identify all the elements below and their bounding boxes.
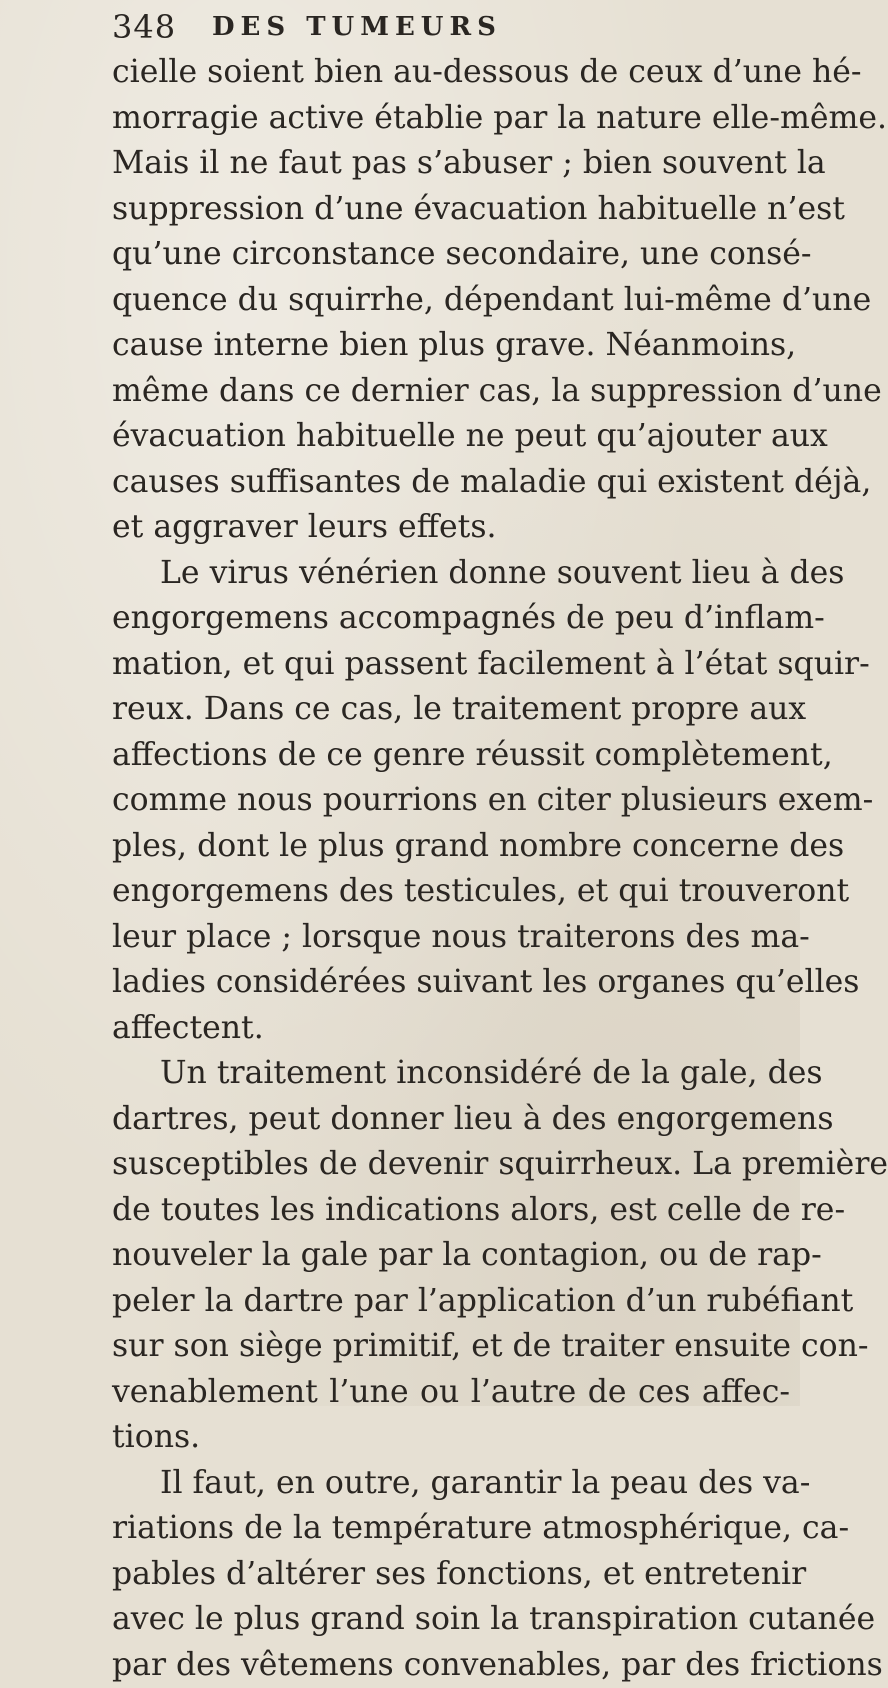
- text-line: avec le plus grand soin la transpiration cutanée: [112, 1597, 790, 1643]
- text-line: venablement l’une ou l’autre de ces affec-: [112, 1370, 790, 1416]
- paragraph-start-line: Il faut, en outre, garantir la peau des va-: [112, 1461, 790, 1507]
- paragraph-start-line: Le virus vénérien donne souvent lieu à des: [112, 551, 790, 597]
- running-title: DES TUMEURS: [212, 12, 502, 42]
- text-line: ples, dont le plus grand nombre concerne des: [112, 824, 790, 870]
- text-line: et aggraver leurs effets.: [112, 505, 790, 551]
- text-line: riations de la température atmosphérique, ca-: [112, 1506, 790, 1552]
- text-line: quence du squirrhe, dépendant lui-même d’une: [112, 278, 790, 324]
- text-line: qu’une circonstance secondaire, une consé-: [112, 232, 790, 278]
- text-line: engorgemens des testicules, et qui trouveront: [112, 869, 790, 915]
- running-head: [112, 0, 792, 50]
- text-line: même dans ce dernier cas, la suppression d’une: [112, 369, 790, 415]
- text-line: susceptibles de devenir squirrheux. La première: [112, 1142, 790, 1188]
- text-line: Mais il ne faut pas s’abuser ; bien souvent la: [112, 141, 790, 187]
- text-line: suppression d’une évacuation habituelle n’est: [112, 187, 790, 233]
- text-line: dartres, peut donner lieu à des engorgemens: [112, 1097, 790, 1143]
- text-line: tions.: [112, 1415, 790, 1461]
- text-line: évacuation habituelle ne peut qu’ajouter aux: [112, 414, 790, 460]
- text-line: cause interne bien plus grave. Néanmoins,: [112, 323, 790, 369]
- text-line: de toutes les indications alors, est celle de re-: [112, 1188, 790, 1234]
- text-line: engorgemens accompagnés de peu d’inflam-: [112, 596, 790, 642]
- text-line: affectent.: [112, 1006, 790, 1052]
- body-text: [112, 50, 790, 1688]
- page-number: 348: [112, 8, 176, 46]
- text-line: leur place ; lorsque nous traiterons des ma-: [112, 915, 790, 961]
- text-line: mation, et qui passent facilement à l’état squir-: [112, 642, 790, 688]
- text-line: comme nous pourrions en citer plusieurs exem-: [112, 778, 790, 824]
- text-line: cielle soient bien au-dessous de ceux d’une hé-: [112, 50, 790, 96]
- text-line: reux. Dans ce cas, le traitement propre aux: [112, 687, 790, 733]
- text-line: sur son siège primitif, et de traiter ensuite con-: [112, 1324, 790, 1370]
- text-line: par des vêtemens convenables, par des frictions: [112, 1643, 790, 1688]
- text-line: nouveler la gale par la contagion, ou de rap-: [112, 1233, 790, 1279]
- text-line: pables d’altérer ses fonctions, et entretenir: [112, 1552, 790, 1598]
- text-line: causes suffisantes de maladie qui existent déjà,: [112, 460, 790, 506]
- text-line: affections de ce genre réussit complètement,: [112, 733, 790, 779]
- paragraph-start-line: Un traitement inconsidéré de la gale, des: [112, 1051, 790, 1097]
- text-line: peler la dartre par l’application d’un rubéfiant: [112, 1279, 790, 1325]
- text-line: morragie active établie par la nature elle-même.: [112, 96, 790, 142]
- text-line: ladies considérées suivant les organes qu’elles: [112, 960, 790, 1006]
